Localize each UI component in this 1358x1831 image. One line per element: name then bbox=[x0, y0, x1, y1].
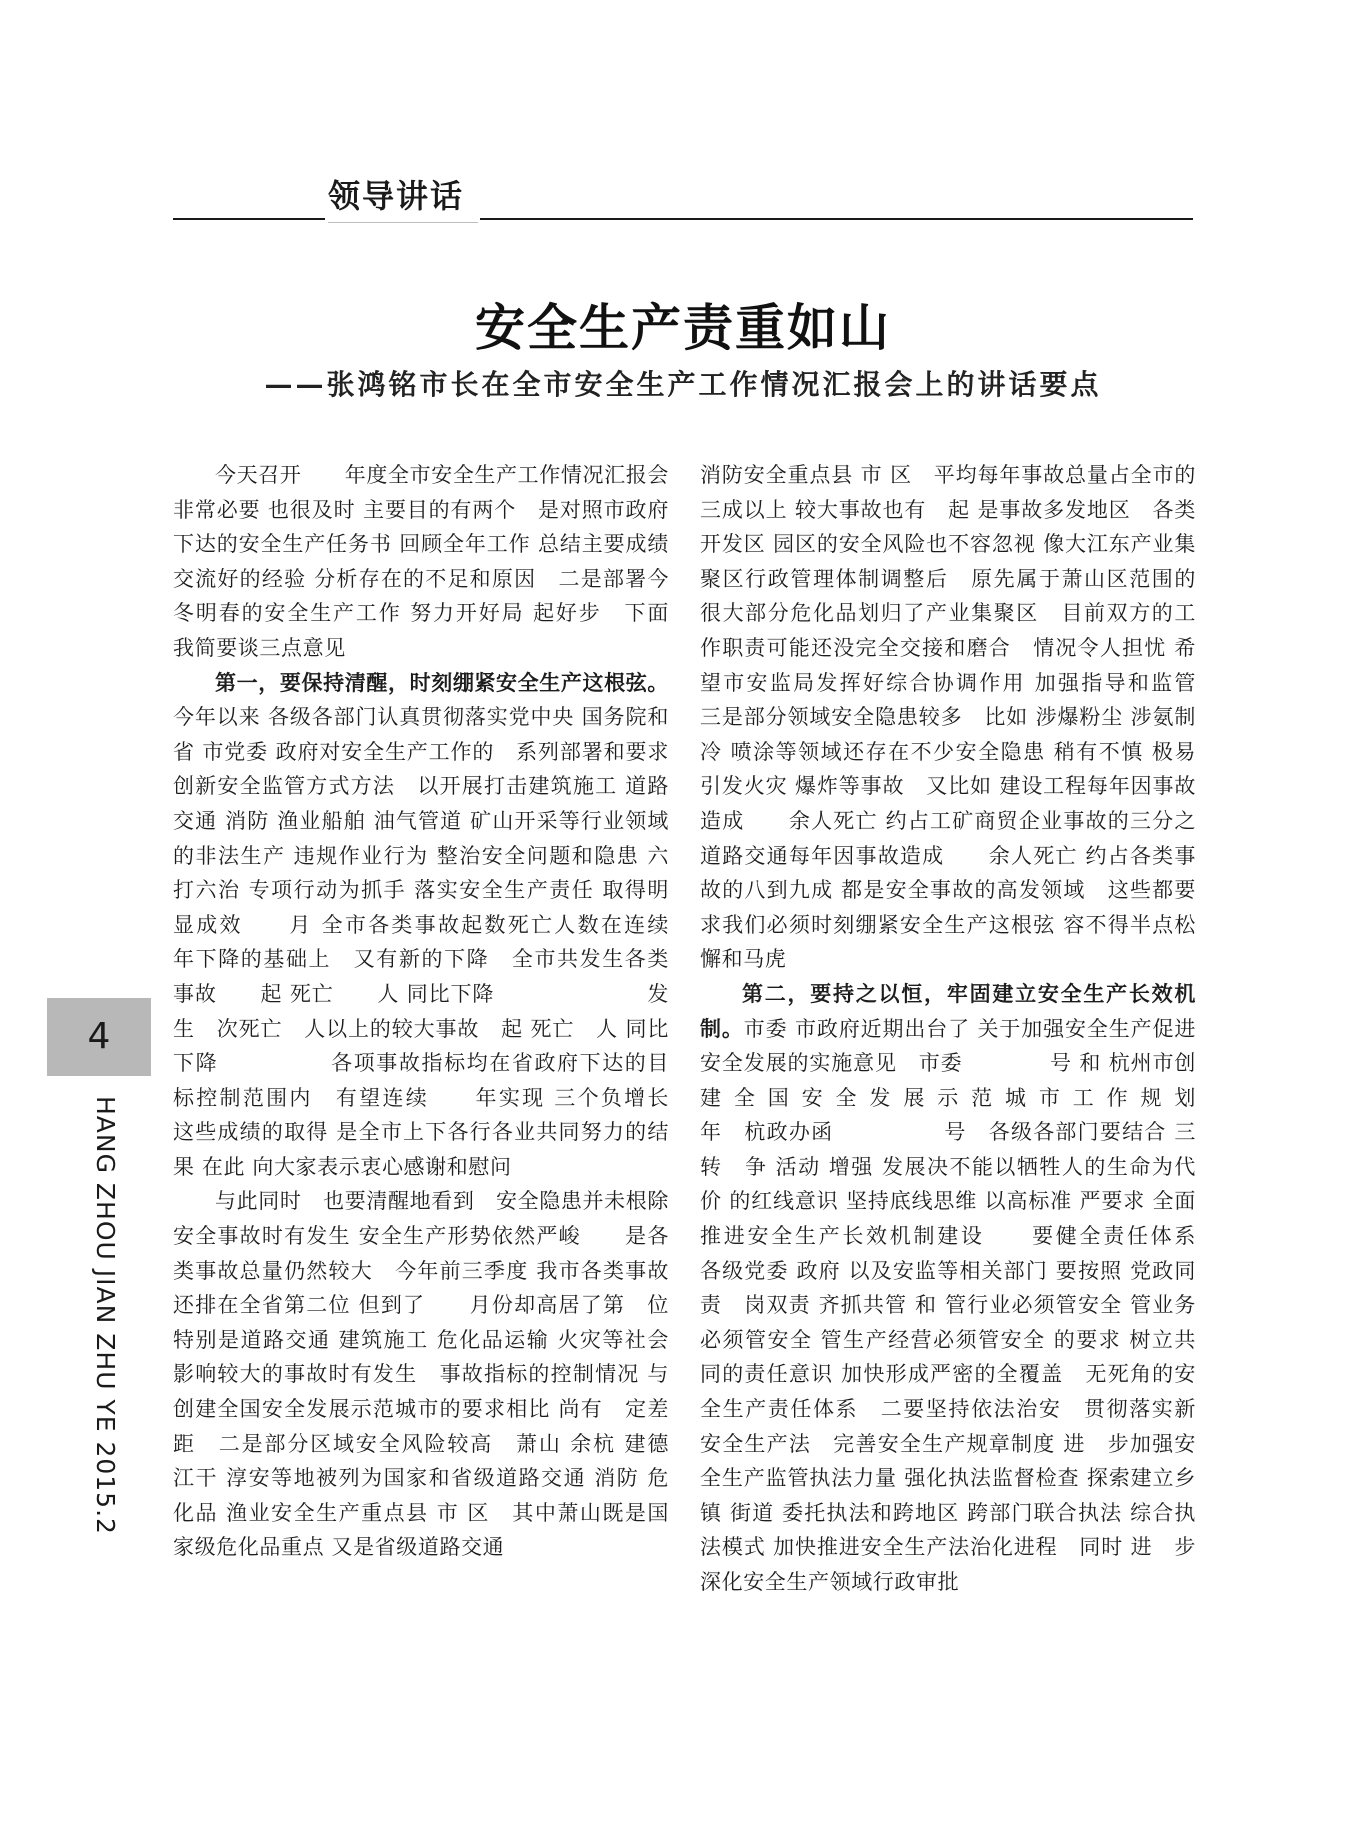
section-rule-left bbox=[173, 218, 325, 220]
paragraph-intro: 今天召开 年度全市安全生产工作情况汇报会 非常必要 也很及时 主要目的有两个 是对照市政府下达的安全生产任务书 回顾全年工作 总结主要成绩 交流好的经验 分析存在的不足和原因 二是部署今冬明春的安全生产工作 努力开好局 起好步 下面 我简要谈三点意见 bbox=[173, 463, 669, 660]
section-header bbox=[173, 176, 1193, 220]
journal-name-vertical: HANG ZHOU JIAN ZHU YE 2015.2 bbox=[91, 1096, 120, 1535]
section-rule-right bbox=[480, 218, 1193, 220]
paragraph-point-two bbox=[700, 977, 1348, 1600]
point-two-heading: 第二，要持之以恒，牢固建立安全生产长效机制。 bbox=[700, 980, 1196, 1041]
paragraph-point-one bbox=[173, 666, 713, 1185]
point-two-body: 市委 市政府近期出台了 关于加强安全生产促进安全发展的实施意见 市委 号 和 杭州市创建全国安全发展示范城市工作规划 年 杭政办函 号 各级各部门要结合 三转 争 活动 增强 发展决不能以牺牲人的生命为代价 的红线意识 坚持底线思维 以高标准 严要求 全面推进安全生产长效机制建设 要健全责任体系 各级党委 政府 以及安监等相关部门 要按照 党政同责 岗双责 齐抓共管 和 管行业必须管安全 管业务必须管安全 管生产经营必须管安全 的要求 树立共同的责任意识 加快形成严密的全覆盖 无死角的安全生产责任体系 二要坚持依法治安 贯彻落实新 安全生产法 完善安全生产规章制度 进 步加强安全生产监管执法力量 强化执法监督检查 探索建立乡镇 街道 委托执法和跨地区 跨部门联合执法 综合执法模式 加快推进安全生产法治化进程 同时 进 步深化安全生产领域行政审批 bbox=[700, 1016, 1348, 1594]
section-label-underline bbox=[328, 222, 478, 223]
article-subtitle: ——张鸿铭市长在全市安全生产工作情况汇报会上的讲话要点 bbox=[264, 368, 1102, 401]
page-number-tab bbox=[47, 998, 151, 1076]
article-title: 安全生产责重如山 bbox=[475, 298, 891, 357]
left-column bbox=[173, 458, 713, 1565]
point-one-body: 今年以来 各级各部门认真贯彻落实党中央 国务院和省 市党委 政府对安全生产工作的 系列部署和要求 创新安全监管方式方法 以开展打击建筑施工 道路交通 消防 渔业船舶 油气管道 矿山开采等行业领域的非法生产 违规作业行为 整治安全问题和隐患 六打六治 专项行动为抓手 落实安全生产责任 取得明显成效 月 全市各类事故起数死亡人数在连续 年下降的基础上 又有新的下降 全市共发生各类事故 起 死亡 人 同比下降 发生 次死亡 人以上的较大事故 起 死亡 人 同比下降 各项事故指标均在省政府下达的目标控制范围内 有望连续 年实现 三个负增长 这些成绩的取得 是全市上下各行各业共同努力的结果 在此 向大家表示衷心感谢和慰问 bbox=[173, 705, 713, 1179]
page-number: 4 bbox=[87, 1016, 111, 1057]
paragraph-risks-continued: 消防安全重点县 市 区 平均每年事故总量占全市的三成以上 较大事故也有 起 是事故多发地区 各类开发区 园区的安全风险也不容忽视 像大江东产业集聚区行政管理体制调整后 原先属于萧山区范围的很大部分危化品划归了产业集聚区 目前双方的工作职责可能还没完全交接和磨合 情况令人担忧 希望市安监局发挥好综合协调作用 加强指导和监管 三是部分领域安全隐患较多 比如 涉爆粉尘 涉氨制冷 喷涂等领域还存在不少安全隐患 稍有不慎 极易引发火灾 爆炸等事故 又比如 建设工程每年因事故造成 余人死亡 约占工矿商贸企业事故的三分之 道路交通每年因事故造成 余人死亡 约占各类事故的八到九成 都是安全事故的高发领域 这些都要求我们必须时刻绷紧安全生产这根弦 容不得半点松懈和马虎 bbox=[700, 463, 1240, 972]
point-one-heading: 第一，要保持清醒，时刻绷紧安全生产这根弦。 bbox=[215, 669, 669, 695]
right-column bbox=[700, 458, 1348, 1600]
paragraph-risks: 与此同时 也要清醒地看到 安全隐患并未根除 安全事故时有发生 安全生产形势依然严峻 是各类事故总量仍然较大 今年前三季度 我市各类事故还排在全省第二位 但到了 月份却高居了第 位 特别是道路交通 建筑施工 危化品运输 火灾等社会影响较大的事故时有发生 事故指标的控制情况 与创建全国安全发展示范城市的要求相比 尚有 定差距 二是部分区域安全风险较高 萧山 余杭 建德 江干 淳安等地被列为国家和省级道路交通 消防 危化品 渔业安全生产重点县 市 区 其中萧山既是国家级危化品重点 又是省级道路交通 bbox=[173, 1189, 691, 1560]
section-label: 领导讲话 bbox=[328, 177, 465, 215]
